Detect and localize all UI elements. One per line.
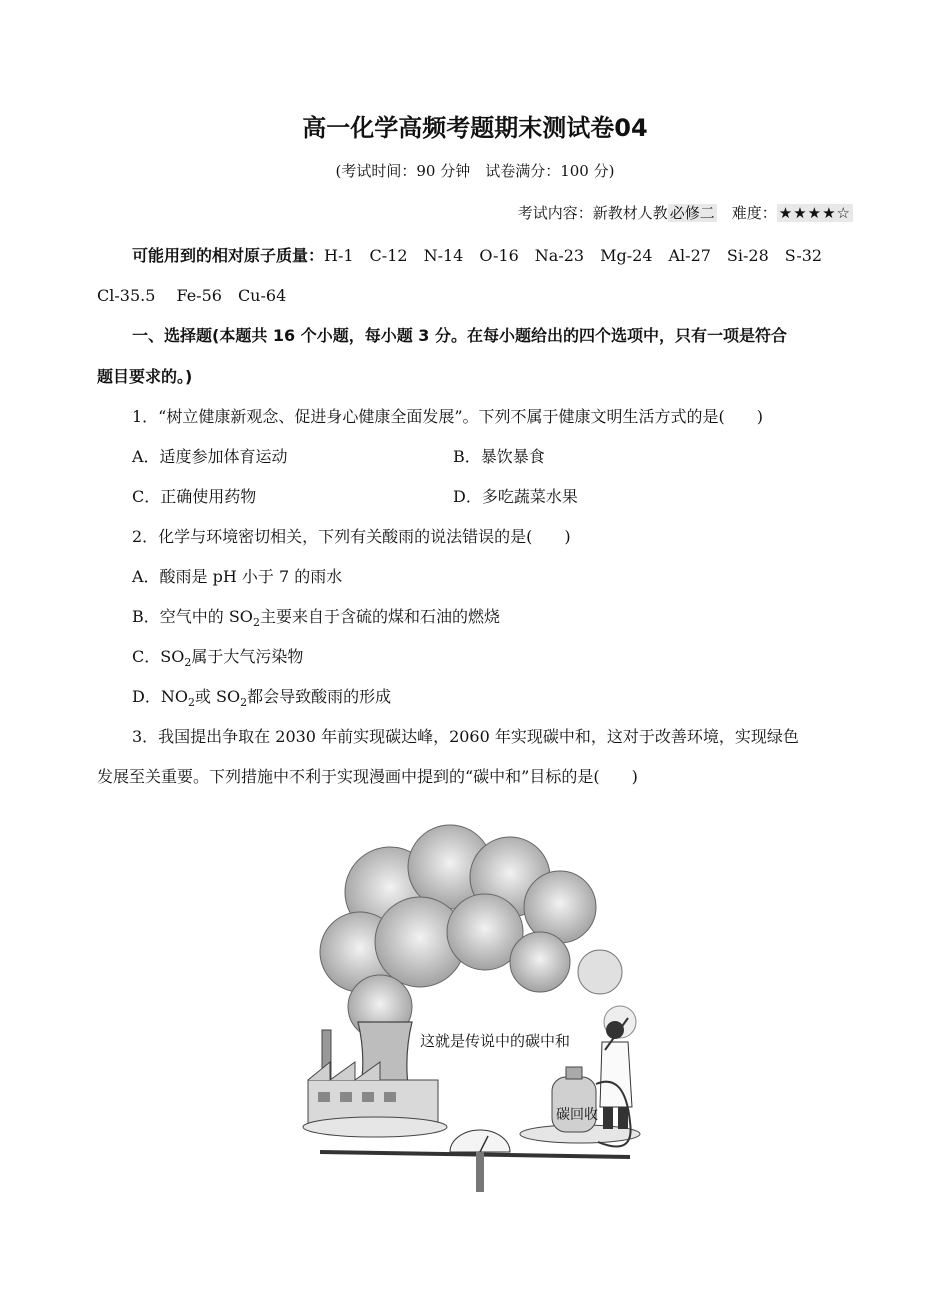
q2-d-text: D．NO — [132, 687, 188, 706]
smoke-cloud — [320, 825, 636, 1039]
q2-c-text: C．SO — [132, 647, 185, 666]
q2-option-c — [132, 644, 303, 669]
q1-option-c: C．正确使用药物 — [132, 487, 257, 506]
exam-info: (考试时间：90 分钟 试卷满分：100 分) — [335, 162, 615, 180]
q2-d-rest: 都会导致酸雨的形成 — [247, 687, 392, 706]
factory-building — [308, 1062, 438, 1124]
exam-meta — [518, 202, 853, 223]
q3-stem-line2: 发展至关重要。下列措施中不利于实现漫画中提到的“碳中和”目标的是( ) — [97, 767, 638, 786]
q3-stem-line1: 3．我国提出争取在 2030 年前实现碳达峰，2060 年实现碳中和，这对于改善环境，实现绿色 — [132, 727, 799, 746]
carbon-neutral-illustration — [300, 822, 650, 1192]
section-title: 一、选择题 — [132, 326, 213, 345]
illustration-drawing — [300, 822, 650, 1192]
illustration-caption: 这就是传说中的碳中和 — [420, 1032, 571, 1050]
q1-option-b: B．暴饮暴食 — [453, 447, 545, 466]
tank-label: 碳回收 — [556, 1107, 598, 1123]
section-instructions-cont: 题目要求的。) — [97, 367, 193, 386]
q2-d-mid: 或 SO — [194, 687, 241, 706]
atomic-mass-label: 可能用到的相对原子质量： — [132, 246, 325, 265]
difficulty-stars: ★★★★☆ — [778, 204, 851, 222]
scale-pan-left — [303, 1117, 447, 1137]
scale-gauge — [450, 1130, 510, 1152]
scale-stand — [476, 1152, 484, 1192]
q2-c-rest: 属于大气污染物 — [191, 647, 304, 666]
q1-option-a: A．适度参加体育运动 — [132, 447, 288, 466]
section-instructions: (本题共 16 个小题，每小题 3 分。在每小题给出的四个选项中，只有一项是符合 — [212, 326, 788, 345]
q2-stem: 2．化学与环境密切相关，下列有关酸雨的说法错误的是( ) — [132, 527, 571, 546]
q1-option-d: D．多吃蔬菜水果 — [453, 487, 578, 506]
q2-c-subscript: 2 — [184, 656, 192, 670]
q2-b-text: B．空气中的 SO — [132, 607, 253, 626]
content-label: 考试内容：新教材人教 — [517, 204, 668, 222]
content-highlight: 必修二 — [669, 204, 715, 222]
q2-b-rest: 主要来自于含硫的煤和石油的燃烧 — [259, 607, 500, 626]
page-title: 高一化学高频考题期末测试卷04 — [302, 114, 648, 142]
atomic-mass-line2: Cl-35.5 Fe-56 Cu-64 — [97, 286, 287, 305]
q2-d-subscript2: 2 — [240, 696, 248, 710]
q2-d-subscript: 2 — [187, 696, 195, 710]
section-heading — [132, 323, 787, 346]
q2-option-b — [132, 604, 500, 629]
q2-b-subscript: 2 — [252, 616, 260, 630]
difficulty-label: 难度： — [731, 204, 777, 222]
q2-option-a: A．酸雨是 pH 小于 7 的雨水 — [132, 567, 343, 586]
q2-option-d — [132, 684, 391, 709]
scale-beam — [320, 1152, 630, 1157]
atomic-mass-line1 — [132, 243, 822, 266]
atomic-mass-values: H-1 C-12 N-14 O-16 Na-23 Mg-24 Al-27 Si-28 S-32 — [324, 246, 823, 265]
q1-stem: 1．“树立健康新观念、促进身心健康全面发展”。下列不属于健康文明生活方式的是( ) — [132, 407, 764, 426]
